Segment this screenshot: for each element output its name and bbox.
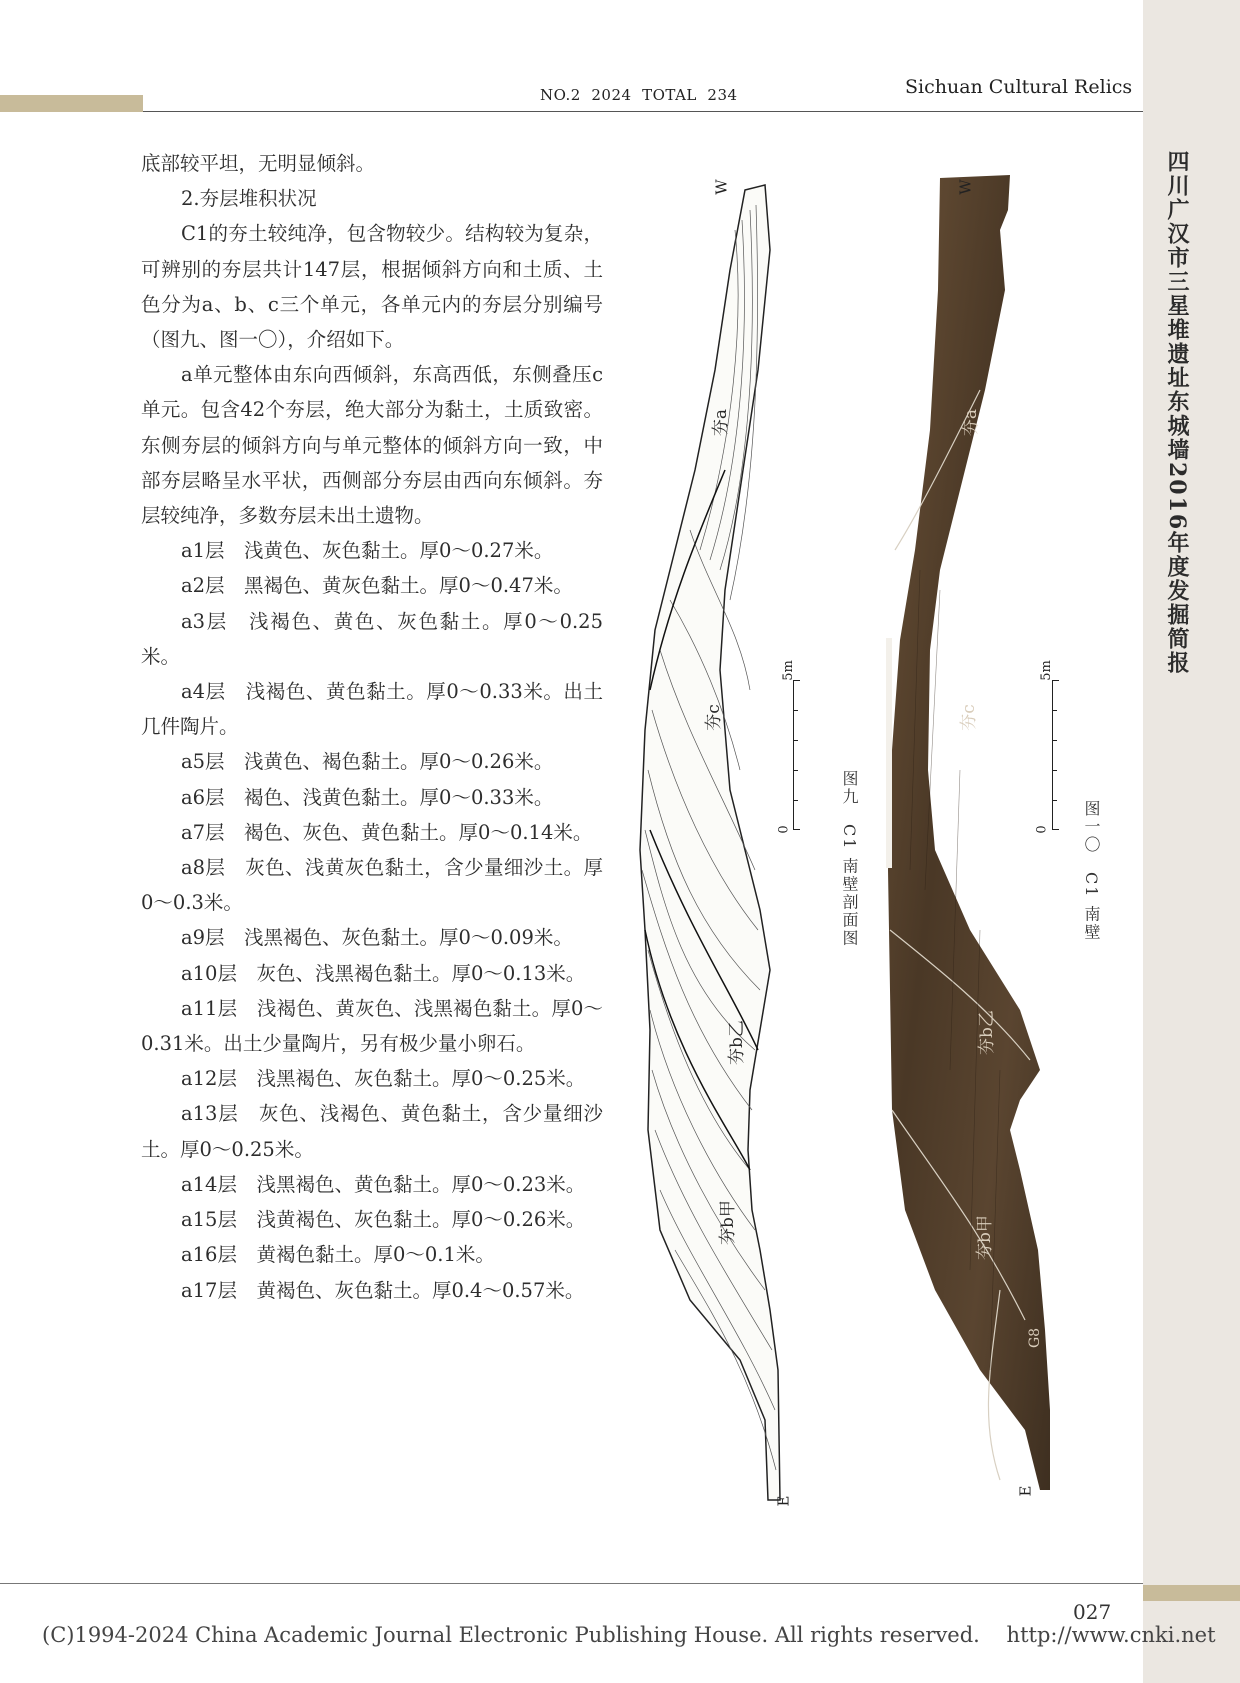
fig10-caption: 图一〇 C1 南壁 (1082, 800, 1101, 942)
header-accent-bar (0, 95, 143, 112)
layer-entry: a15层 浅黄褐色、灰色黏土。厚0～0.26米。 (181, 1208, 586, 1232)
photo-highlight (886, 638, 892, 868)
side-title: 四川广汉市三星堆遗址东城墙2016年度发掘简报 (1164, 150, 1190, 676)
layer-entry: a2层 黑褐色、黄灰色黏土。厚0～0.47米。 (181, 574, 573, 598)
fig9-west-label: W (712, 179, 731, 195)
section-outline (640, 185, 780, 1500)
fig10-west-label: W (956, 179, 975, 195)
layer-entry: a12层 浅黑褐色、灰色黏土。厚0～0.25米。 (181, 1067, 586, 1091)
copyright-notice: (C)1994-2024 China Academic Journal Electronic Publishing House. All rights reserved. http://www.cnki.net (42, 1623, 1216, 1647)
layer-entry: a16层 黄褐色黏土。厚0～0.1米。 (181, 1243, 495, 1267)
fig9-unit-c-label: 夯c (703, 704, 724, 731)
figure9-drawing (630, 170, 820, 1510)
fig9-scale-0: 0 (776, 825, 792, 834)
footer-rule (0, 1583, 1143, 1584)
fig10-unit-c-label: 夯c (958, 704, 979, 731)
fig10-scale-0: 0 (1034, 825, 1050, 834)
fig10-g8-label: G8 (1027, 1327, 1044, 1349)
fig10-unit-b-jia-label: 夯b甲 (974, 1215, 995, 1260)
layer-entry: a13层 灰色、浅褐色、黄色黏土，含少量细沙土。厚0～0.25米。 (141, 1102, 603, 1161)
fig9-scale-bar (793, 680, 804, 830)
layer-entry: a6层 褐色、浅黄色黏土。厚0～0.33米。 (181, 785, 554, 809)
fig9-unit-b-jia-label: 夯b甲 (717, 1200, 738, 1245)
paragraph: a单元整体由东向西倾斜，东高西低，东侧叠压c单元。包含42个夯层，绝大部分为黏土，土质致密。东侧夯层的倾斜方向与单元整体的倾斜方向一致，中部夯层略呈水平状，西侧部分夯层由西向东倾斜。夯层较纯净，多数夯层未出土遗物。 (141, 363, 603, 528)
figure10-photo (880, 170, 1060, 1500)
footer-accent-bar (1143, 1585, 1240, 1601)
fig9-unit-a-label: 夯a (711, 408, 732, 437)
fig10-east-label: E (1016, 1485, 1035, 1497)
fig10-unit-b-yi-label: 夯b乙 (976, 1010, 997, 1055)
layer-entry: a9层 浅黑褐色、灰色黏土。厚0～0.09米。 (181, 926, 573, 950)
fig9-scale-5: 5m (780, 660, 796, 681)
header-journal: Sichuan Cultural Relics (905, 76, 1133, 98)
fig9-unit-b-yi-label: 夯b乙 (726, 1020, 747, 1065)
layer-entry: a1层 浅黄色、灰色黏土。厚0～0.27米。 (181, 539, 554, 563)
layer-entry: a5层 浅黄色、褐色黏土。厚0～0.26米。 (181, 750, 554, 774)
header-issue: NO.2 2024 TOTAL 234 (540, 86, 738, 104)
layer-entry: a7层 褐色、灰色、黄色黏土。厚0～0.14米。 (181, 820, 593, 844)
fig10-unit-a-label: 夯a (961, 408, 982, 437)
fig9-caption: 图九 C1 南壁剖面图 (840, 770, 859, 948)
layer-entry: a10层 灰色、浅黑褐色黏土。厚0～0.13米。 (181, 961, 586, 985)
layer-entry: a14层 浅黑褐色、黄色黏土。厚0～0.23米。 (181, 1172, 586, 1196)
section-heading: 2.夯层堆积状况 (181, 187, 317, 211)
page-number: 027 (1073, 1600, 1112, 1624)
wall-photo-svg (880, 170, 1060, 1500)
layer-entry: a8层 灰色、浅黄灰色黏土，含少量细沙土。厚0～0.3米。 (141, 856, 603, 915)
header-rule (143, 111, 1143, 112)
article-body (141, 146, 603, 1308)
wall-photo-shape (888, 175, 1050, 1490)
fig9-east-label: E (774, 1495, 793, 1507)
layer-entry: a3层 浅褐色、黄色、灰色黏土。厚0～0.25米。 (141, 609, 603, 668)
fig10-scale-5: 5m (1038, 660, 1054, 681)
paragraph: C1的夯土较纯净，包含物较少。结构较为复杂，可辨别的夯层共计147层，根据倾斜方向和土质、土色分为a、b、c三个单元，各单元内的夯层分别编号（图九、图一〇），介绍如下。 (141, 222, 603, 352)
layer-entry: a4层 浅褐色、黄色黏土。厚0～0.33米。出土几件陶片。 (141, 680, 603, 739)
layer-entry: a11层 浅褐色、黄灰色、浅黑褐色黏土。厚0～0.31米。出土少量陶片，另有极少量小卵石。 (141, 996, 603, 1056)
paragraph: 底部较平坦，无明显倾斜。 (141, 152, 376, 175)
layer-entry: a17层 黄褐色、灰色黏土。厚0.4～0.57米。 (181, 1278, 585, 1302)
fig10-scale-bar (1052, 680, 1063, 830)
section-drawing-svg (630, 170, 820, 1510)
